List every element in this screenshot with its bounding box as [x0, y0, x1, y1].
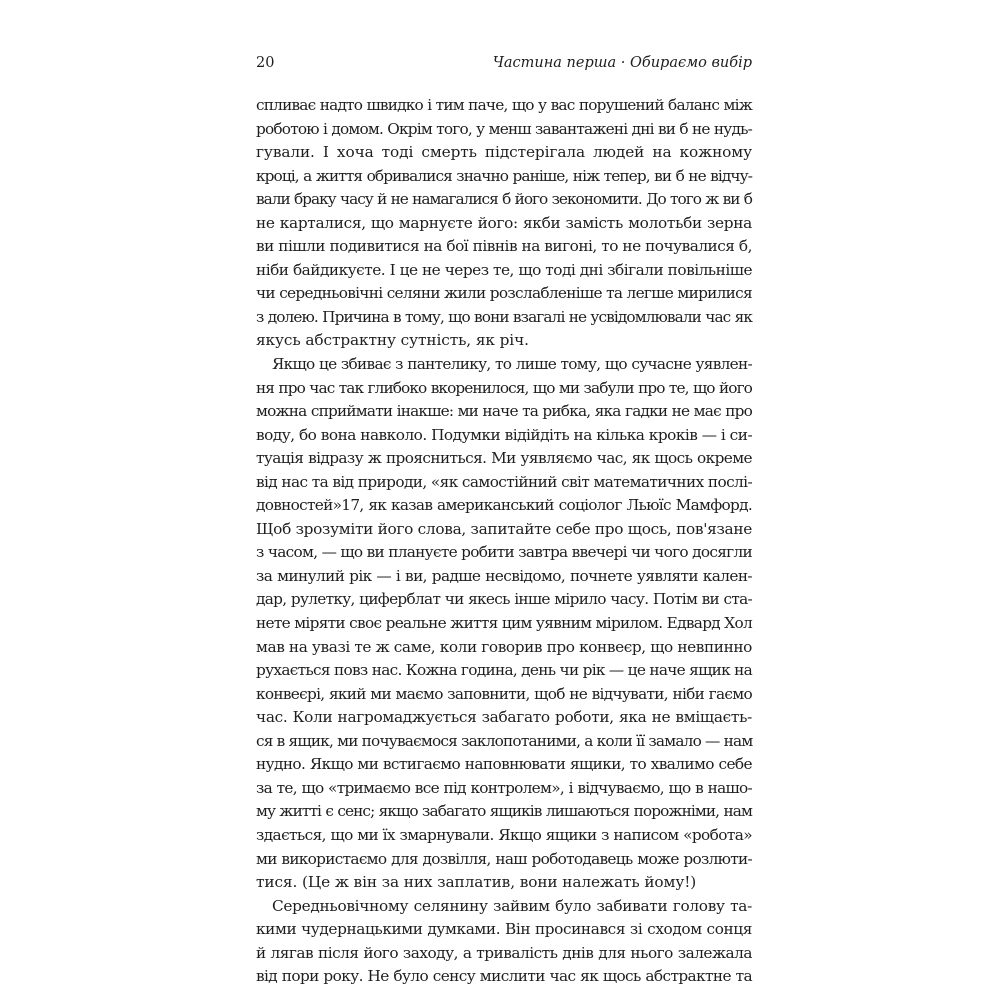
text-line: з часом, — що ви плануєте робити завтра ввечері чи чого досягли — [256, 543, 752, 562]
text-line: спливає надто швидко і тим паче, що у вас порушений баланс між — [256, 96, 752, 114]
text-line: туація відразу ж проясниться. Ми уявляємо час, як щось окреме — [256, 449, 752, 468]
text-line: якусь абстрактну сутність, як річ. — [256, 331, 529, 350]
text-line: від пори року. Не було сенсу мислити час як щось абстрактне та — [256, 967, 752, 986]
text-line: мав на увазі те ж саме, коли говорив про конвеєр, що невпинно — [256, 637, 752, 656]
text-line: ви пішли подивитися на бої півнів на вигоні, то не почувалися б, — [256, 237, 752, 256]
text-line: чи середньовічні селяни жили розслабленіше та легше мирилися — [256, 284, 752, 303]
text-line: й лягав після його заходу, а тривалість днів для нього залежала — [256, 943, 752, 962]
text-line: ніби байдикуєте. І це не через те, що тоді дні збігали повільніше — [256, 260, 752, 279]
text-line: вали браку часу й не намагалися б його зекономити. До того ж ви б — [256, 190, 752, 209]
text-line: можна сприймати інакше: ми наче та рибка, яка гадки не має про — [256, 402, 752, 421]
text-line: з долею. Причина в тому, що вони взагалі не усвідомлювали час як — [256, 307, 752, 326]
text-line: ня про час так глибоко вкоренилося, що ми забули про те, що його — [256, 378, 752, 397]
text-line: рухається повз нас. Кожна година, день чи рік — це наче ящик на — [256, 661, 753, 680]
text-line: Якщо це збиває з пантелику, то лише тому, що сучасне уявлен- — [272, 355, 752, 374]
text-line: тися. (Це ж він за них заплатив, вони належать йому!) — [256, 873, 697, 892]
text-line: не карталися, що марнуєте його: якби замість молотьби зерна — [256, 213, 752, 232]
text-line: час. Коли нагромаджується забагато роботи, яка не вміщаєть- — [256, 708, 752, 727]
text-line: роботою і домом. Окрім того, у менш завантажені дні ви б не нудь- — [256, 119, 752, 138]
body-text — [256, 94, 752, 989]
text-line: нудно. Якщо ми встигаємо наповнювати ящики, то хвалимо себе — [256, 755, 752, 774]
text-line: Щоб зрозуміти його слова, запитайте себе про щось, пов'язане — [256, 519, 752, 538]
page-header — [256, 55, 752, 79]
text-line: нете міряти своє реальне життя цим уявним мірилом. Едвард Хол — [256, 614, 752, 633]
text-line: кроці, а життя обривалися значно раніше, ніж тепер, ви б не відчу- — [256, 166, 752, 185]
running-head: Частина перша · Обираємо вибір — [492, 55, 752, 71]
text-line: дар, рулетку, циферблат чи якесь інше мірило часу. Потім ви ста- — [256, 590, 752, 609]
text-line: воду, бо вона навколо. Подумки відійдіть на кілька кроків — і си- — [256, 425, 753, 444]
text-line: кими чудернацькими думками. Він просинався зі сходом сонця — [256, 920, 752, 939]
text-line: гували. І хоча тоді смерть підстерігала людей на кожному — [256, 143, 752, 162]
text-line: конвеєрі, який ми маємо заповнити, щоб не відчувати, ніби гаємо — [256, 684, 752, 703]
text-line: ся в ящик, ми почуваємося заклопотаними, а коли її замало — нам — [256, 731, 753, 750]
text-line: Середньовічному селянину зайвим було забивати голову та- — [272, 896, 752, 915]
text-line: за те, що «тримаємо все під контролем», і відчуваємо, що в нашо- — [256, 778, 752, 797]
text-line: ми використаємо для дозвілля, наш роботодавець може розлюти- — [256, 849, 752, 868]
text-line: за минулий рік — і ви, радше несвідомо, почнете уявляти кален- — [256, 566, 752, 585]
page-number: 20 — [256, 55, 275, 71]
text-line: довностей»17, як казав американський соціолог Льюїс Мамфорд. — [256, 496, 752, 515]
text-line: від нас та від природи, «як самостійний світ математичних послі- — [256, 472, 753, 491]
text-line: му житті є сенс; якщо забагато ящиків лишаються порожніми, нам — [256, 802, 752, 821]
text-line: здається, що ми їх змарнували. Якщо ящики з написом «робота» — [256, 825, 752, 844]
